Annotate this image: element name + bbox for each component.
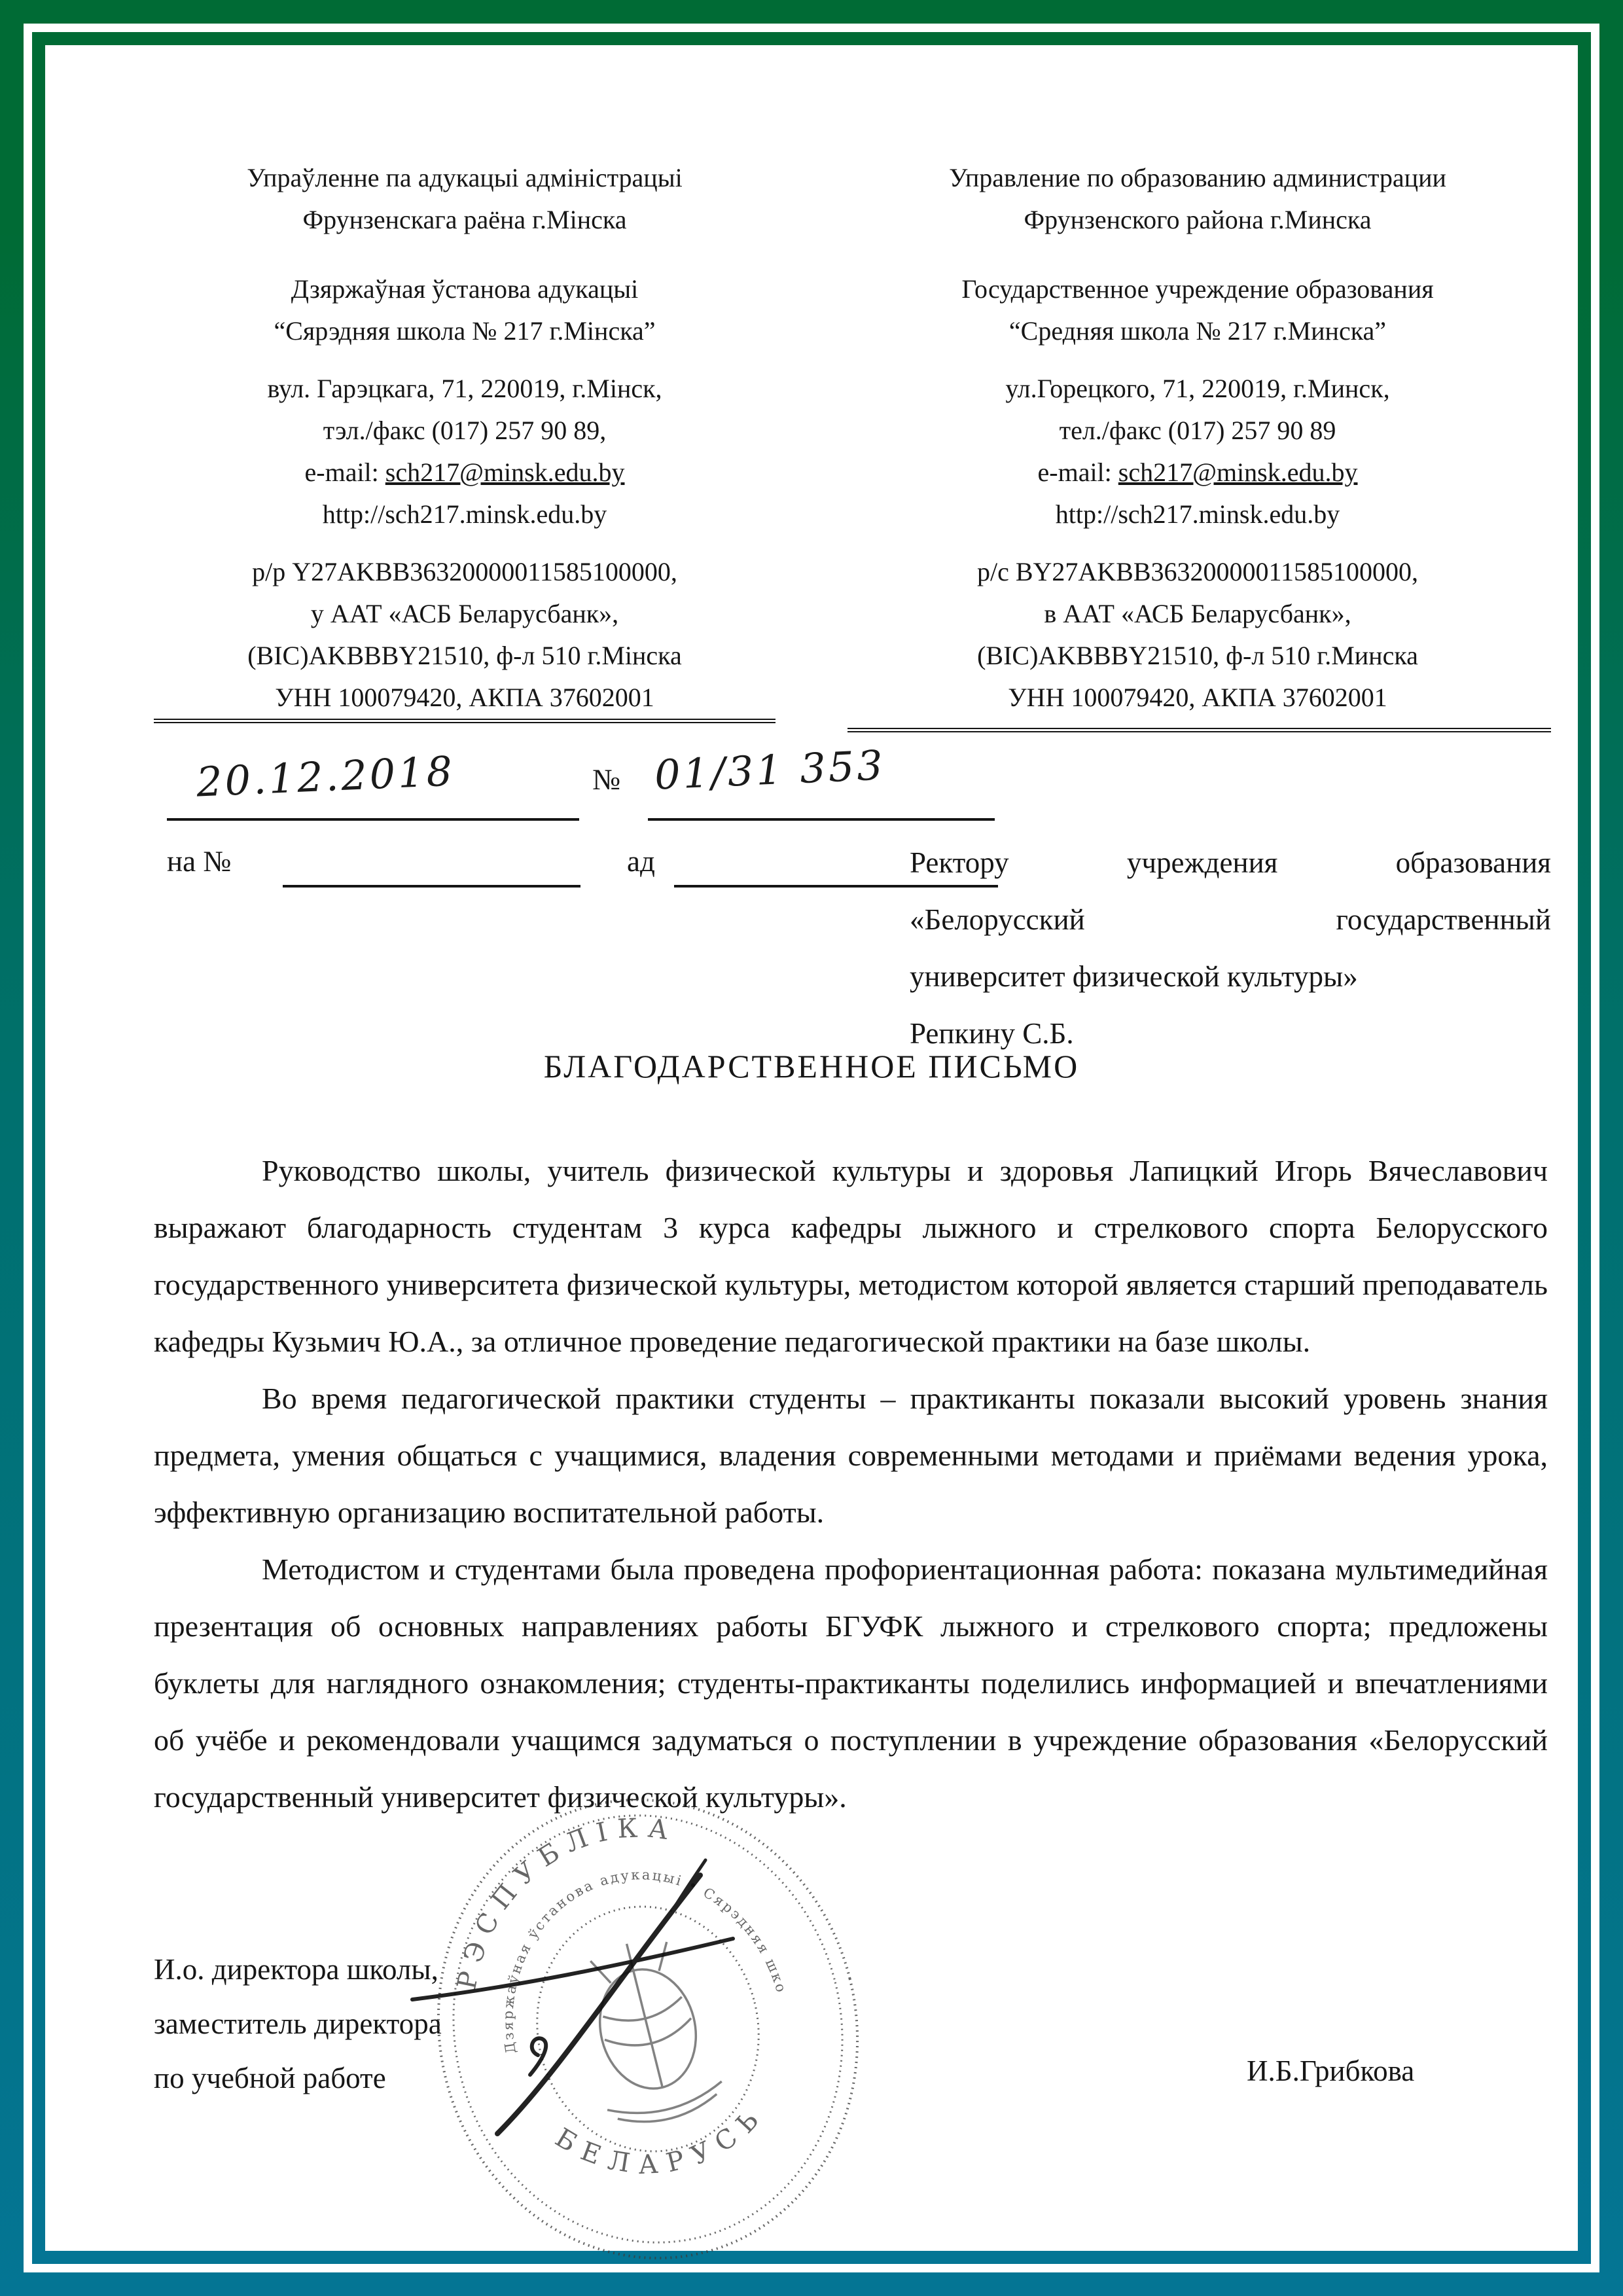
addressee-block [910, 834, 1551, 1062]
right-column-divider [847, 728, 1551, 732]
body-paragraph: Во время педагогической практики студенты – практиканты показали высокий уровень знания предмета, умения общаться с учащимися, владения современными методами и приёмами ведения урока, эффективную организацию воспитательной работы. [154, 1382, 1548, 1529]
email-label: e-mail: [304, 457, 379, 487]
bank-line: (BIC)AKBBBY21510, ф-л 510 г.Мінска [247, 641, 682, 670]
bank-line: у ААТ «АСБ Беларусбанк», [310, 599, 619, 628]
reply-date-label: ад [627, 845, 655, 878]
letterhead-right-bank [847, 551, 1548, 719]
letterhead-right-contacts [847, 368, 1548, 535]
org-line: Упраўленне па адукацыі адміністрацыі [247, 163, 683, 192]
body-paragraph: Методистом и студентами была проведена профориентационная работа: показана мультимедийная презентация об основных направлениях работы БГУФК лыжного и стрелкового спорта; предложены буклеты для наглядного ознакомления; студенты-практиканты поделились информацией и впечатлениями об учёбе и рекомендовали учащимся задуматься о поступлении в учреждение образования «Белорусский государственный университет физической культуры». [154, 1552, 1548, 1814]
email-address: sch217@minsk.edu.by [385, 457, 625, 487]
bank-line: УНН 100079420, АКПА 37602001 [1008, 683, 1387, 712]
email-label: e-mail: [1037, 457, 1112, 487]
email-line [154, 452, 776, 493]
bank-line: УНН 100079420, АКПА 37602001 [275, 683, 654, 712]
letter-body [154, 1142, 1548, 1825]
letterhead-left-bank [154, 551, 776, 719]
number-sign: № [592, 763, 620, 796]
handwritten-number: 01/31 353 [653, 741, 887, 799]
letterhead-right [847, 157, 1548, 719]
institution-line: Государственное учреждение образования [961, 274, 1434, 304]
website-line: http://sch217.minsk.edu.by [322, 499, 607, 529]
letterhead-left-contacts [154, 368, 776, 535]
addressee-line: «Белорусский государственный [910, 903, 1551, 936]
institution-line: Дзяржаўная ўстанова адукацыі [291, 274, 639, 304]
stamp-ring-top-text: РЭСПУБЛІКА [452, 1812, 679, 1992]
email-address: sch217@minsk.edu.by [1118, 457, 1358, 487]
left-column-divider [154, 719, 776, 723]
letterhead-left-org [154, 157, 776, 241]
reply-to-label: на № [167, 845, 232, 878]
letterhead-left-institution [154, 268, 776, 352]
date-underline [167, 818, 579, 821]
stamp-ring-bottom-text: БЕЛАРУСЬ [550, 2098, 772, 2181]
bank-line: р/с BY27AKBB36320000011585100000, [976, 557, 1419, 586]
letterhead-right-institution [847, 268, 1548, 352]
institution-line: “Средняя школа № 217 г.Минска” [1008, 316, 1387, 346]
number-underline [648, 818, 995, 821]
address-line: вул. Гарэцкага, 71, 220019, г.Мінск, [267, 374, 662, 403]
addressee-line: университет физической культуры» [910, 960, 1358, 993]
bank-line: (BIC)AKBBBY21510, ф-л 510 г.Минска [977, 641, 1418, 670]
institution-line: “Сярэдняя школа № 217 г.Мінска” [274, 316, 656, 346]
reply-number-underline [283, 885, 580, 888]
address-line: тэл./факс (017) 257 90 89, [323, 416, 607, 445]
org-line: Управление по образованию администрации [949, 163, 1446, 192]
address-line: ул.Горецкого, 71, 220019, г.Минск, [1005, 374, 1390, 403]
letterhead-right-org [847, 157, 1548, 241]
position-line: И.о. директора школы, [154, 1953, 438, 1986]
stamp-inner-ring-text: Дзяржаўная ўстанова адукацыі • Сярэдняя школа [500, 1867, 790, 2055]
email-line [847, 452, 1548, 493]
bank-line: в ААТ «АСБ Беларусбанк», [1044, 599, 1351, 628]
bank-line: р/р Y27AKBB36320000011585100000, [252, 557, 677, 586]
address-line: тел./факс (017) 257 90 89 [1059, 416, 1336, 445]
addressee-line: Репкину С.Б. [910, 1017, 1074, 1050]
website-line: http://sch217.minsk.edu.by [1055, 499, 1340, 529]
org-line: Фрунзенскага раёна г.Мінска [302, 205, 627, 234]
org-line: Фрунзенского района г.Минска [1024, 205, 1372, 234]
signatory-name: И.Б.Грибкова [1247, 2054, 1415, 2087]
position-line: заместитель директора [154, 2007, 442, 2040]
body-paragraph: Руководство школы, учитель физической культуры и здоровья Лапицкий Игорь Вячеславович выражают благодарность студентам 3 курса кафедры лыжного и стрелкового спорта Белорусского государственного университета физической культуры, методистом которой является старший преподаватель кафедры Кузьмич Ю.А., за отличное проведение педагогической практики на базе школы. [154, 1154, 1548, 1358]
position-line: по учебной работе [154, 2062, 386, 2094]
addressee-line: Ректору учреждения образования [910, 846, 1551, 879]
letter-title: БЛАГОДАРСТВЕННОЕ ПИСЬМО [543, 1048, 1080, 1085]
letterhead-left [154, 157, 776, 719]
handwritten-date: 20.12.2018 [195, 747, 456, 806]
signatory-position [154, 1943, 743, 2106]
